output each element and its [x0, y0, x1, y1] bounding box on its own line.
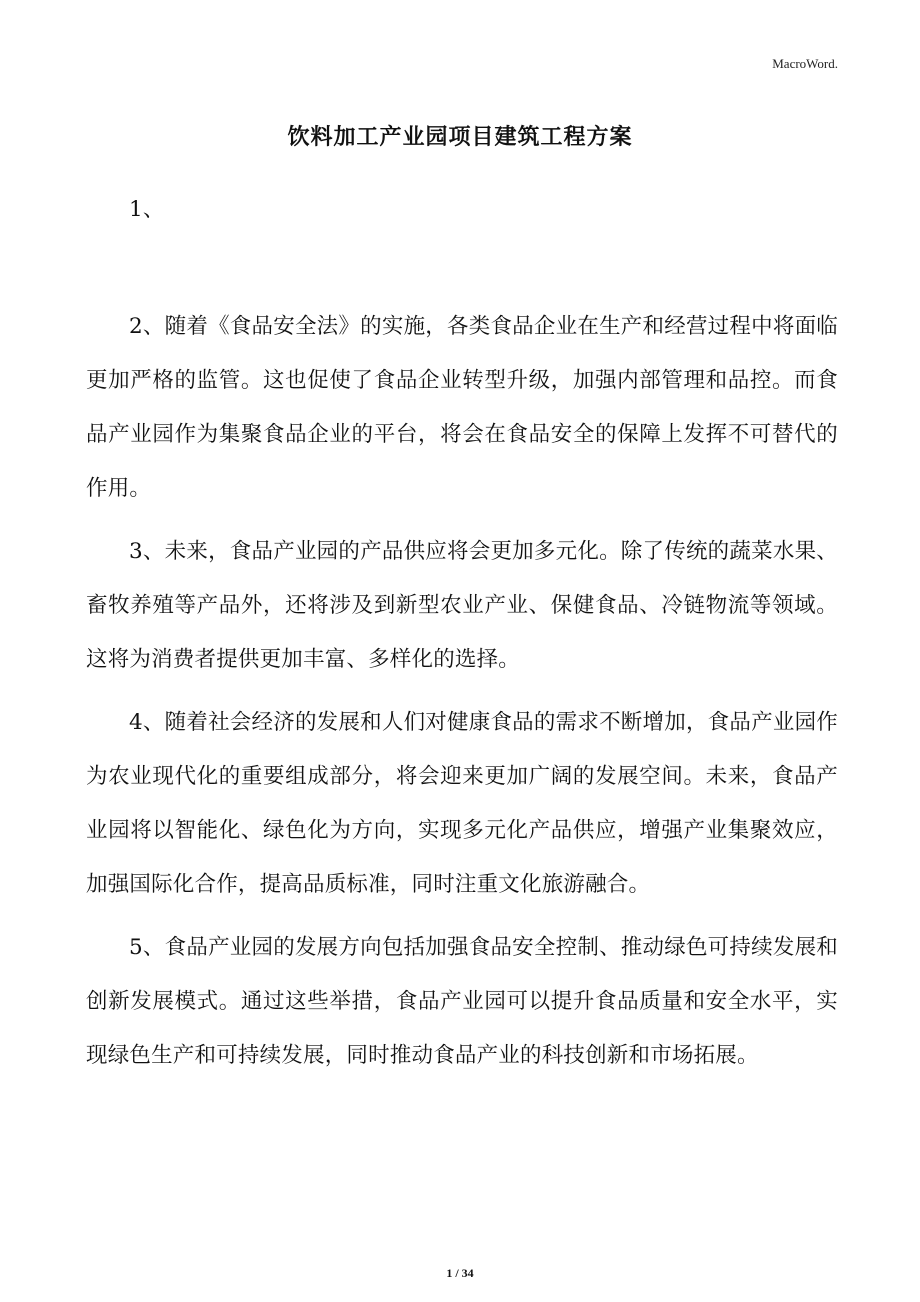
document-title: 饮料加工产业园项目建筑工程方案: [287, 125, 633, 150]
paragraph-5: 5、食品产业园的发展方向包括加强食品安全控制、推动绿色可持续发展和创新发展模式。通过这些举措，食品产业园可以提升食品质量和安全水平，实现绿色生产和可持续发展，同时推动食品产业的科技创新和市场拓展。: [86, 935, 838, 1068]
paragraph-4: 4、随着社会经济的发展和人们对健康食品的需求不断增加，食品产业园作为农业现代化的重要组成部分，将会迎来更加广阔的发展空间。未来，食品产业园将以智能化、绿色化为方向，实现多元化产品供应，增强产业集聚效应，加强国际化合作，提高品质标准，同时注重文化旅游融合。: [86, 710, 838, 897]
header-brand: MacroWord.: [772, 56, 838, 71]
paragraph-1: 1、: [129, 197, 165, 222]
page-number: 1 / 34: [446, 1266, 474, 1280]
document-body: [86, 183, 838, 1092]
paragraph-2: 2、随着《食品安全法》的实施，各类食品企业在生产和经营过程中将面临更加严格的监管。这也促使了食品企业转型升级，加强内部管理和品控。而食品产业园作为集聚食品企业的平台，将会在食品安全的保障上发挥不可替代的作用。: [86, 314, 838, 501]
paragraph-3: 3、未来，食品产业园的产品供应将会更加多元化。除了传统的蔬菜水果、畜牧养殖等产品外，还将涉及到新型农业产业、保健食品、冷链物流等领域。这将为消费者提供更加丰富、多样化的选择。: [86, 539, 838, 672]
